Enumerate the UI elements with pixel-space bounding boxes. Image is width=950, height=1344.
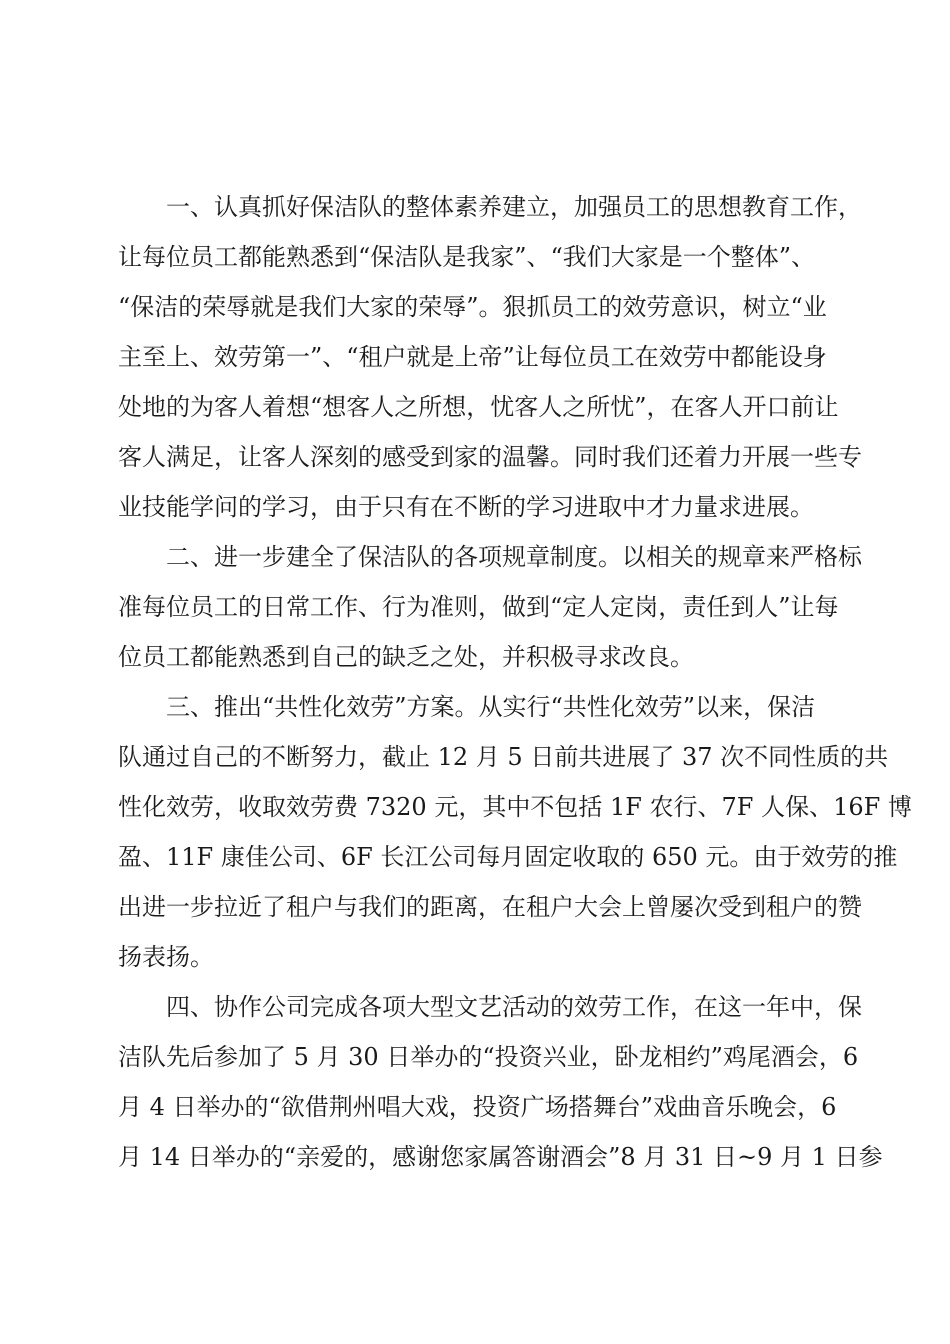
para-3-line-3: 性化效劳，收取效劳费 7320 元，其中不包括 1F 农行、7F 人保、16F 博 (118, 793, 912, 821)
para-4-line-2: 洁队先后参加了 5 月 30 日举办的“投资兴业，卧龙相约”鸡尾酒会，6 (118, 1043, 859, 1071)
para-1-line-7: 业技能学问的学习，由于只有在不断的学习进取中才力量求进展。 (118, 493, 814, 521)
para-1-line-1: 一、认真抓好保洁队的整体素养建立，加强员工的思想教育工作， (166, 193, 862, 221)
para-3-line-1: 三、推出“共性化效劳”方案。从实行“共性化效劳”以来，保洁 (166, 693, 816, 721)
para-2-line-1: 二、进一步建全了保洁队的各项规章制度。以相关的规章来严格标 (166, 543, 862, 571)
para-1-line-3: “保洁的荣辱就是我们大家的荣辱”。狠抓员工的效劳意识，树立“业 (118, 293, 827, 321)
para-3-line-4: 盈、11F 康佳公司、6F 长江公司每月固定收取的 650 元。由于效劳的推 (118, 843, 898, 871)
para-1-line-5: 处地的为客人着想“想客人之所想，忧客人之所忧”，在客人开口前让 (118, 393, 839, 421)
para-3-line-6: 扬表扬。 (118, 943, 214, 971)
para-3-line-5: 出进一步拉近了租户与我们的距离，在租户大会上曾屡次受到租户的赞 (118, 893, 862, 921)
para-1-line-2: 让每位员工都能熟悉到“保洁队是我家”、“我们大家是一个整体”、 (118, 243, 816, 271)
para-4-line-1: 四、协作公司完成各项大型文艺活动的效劳工作，在这一年中，保 (166, 993, 862, 1021)
para-4-line-3: 月 4 日举办的“欲借荆州唱大戏，投资广场搭舞台”戏曲音乐晚会，6 (118, 1093, 837, 1121)
para-4-line-4: 月 14 日举办的“亲爱的，感谢您家属答谢酒会”8 月 31 日~9 月 1 日参 (118, 1143, 883, 1171)
para-2-line-2: 准每位员工的日常工作、行为准则，做到“定人定岗，责任到人”让每 (118, 593, 839, 621)
para-3-line-2: 队通过自己的不断努力，截止 12 月 5 日前共进展了 37 次不同性质的共 (118, 743, 889, 771)
para-1-line-6: 客人满足，让客人深刻的感受到家的温馨。同时我们还着力开展一些专 (118, 443, 862, 471)
para-1-line-4: 主至上、效劳第一”、“租户就是上帝”让每位员工在效劳中都能设身 (118, 343, 827, 371)
para-2-line-3: 位员工都能熟悉到自己的缺乏之处，并积极寻求改良。 (118, 643, 694, 671)
